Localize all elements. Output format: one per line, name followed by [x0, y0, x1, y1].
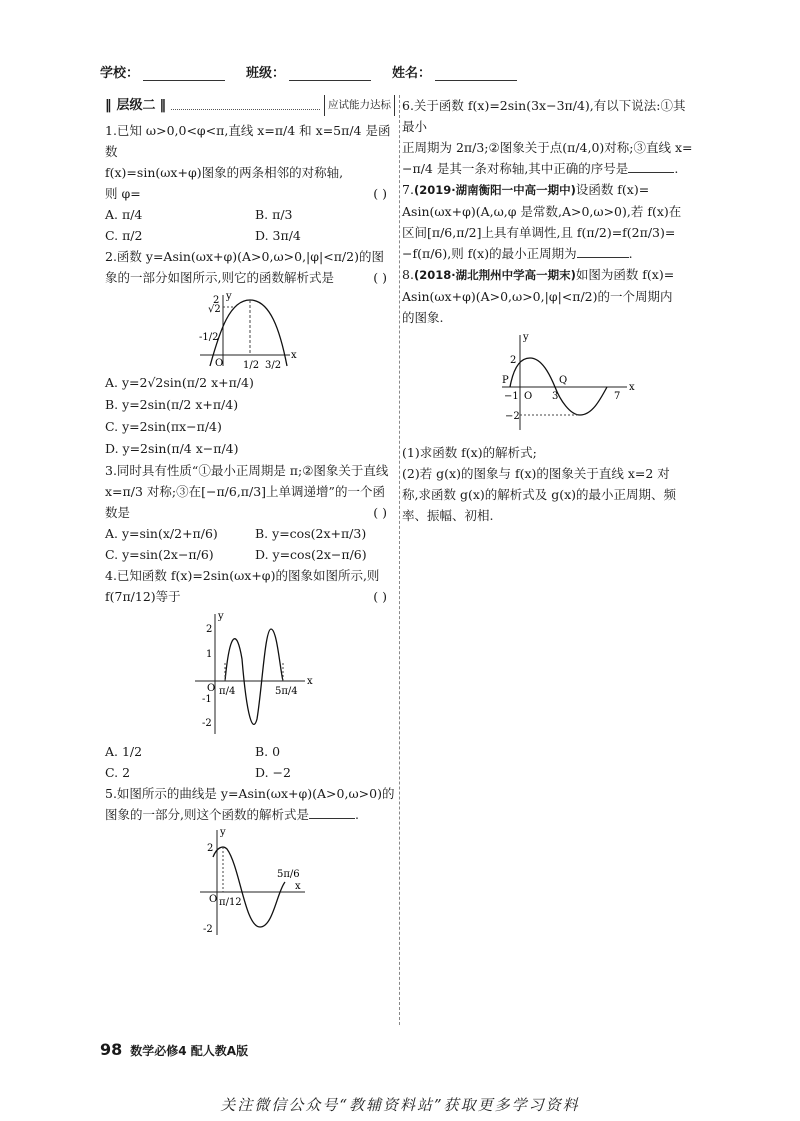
q4-option-d[interactable]: D. −2	[255, 765, 291, 780]
q8-x-label: x	[629, 382, 635, 393]
q4-y-label: y	[218, 611, 224, 622]
q8-part-2b: 称,求函数 g(x)的解析式及 g(x)的最小正周期、频	[402, 487, 677, 502]
q8-tick-neg1: −1	[504, 391, 519, 402]
q4-x-label: x	[307, 676, 313, 687]
q1-answer-paren[interactable]: ( )	[373, 186, 387, 201]
q4-graph	[105, 609, 395, 739]
q7-stem-end: .	[628, 246, 633, 261]
class-label: 班级：	[246, 66, 286, 81]
q2-stem-2: 象的一部分如图所示,则它的函数解析式是	[105, 270, 334, 285]
q5-curve	[213, 847, 285, 927]
q3-option-a[interactable]: A. y=sin(x/2+π/6)	[105, 526, 218, 541]
q4-stem-1: 4.已知函数 f(x)=2sin(ωx+φ)的图象如图所示,则	[105, 568, 380, 583]
q4-tick-1: 1	[206, 649, 213, 660]
q4-option-c[interactable]: C. 2	[105, 765, 131, 780]
q2-option-a[interactable]: A. y=2√2sin(π/2 x+π/4)	[105, 375, 254, 390]
question-6	[402, 95, 697, 179]
q5-tick-neg2: -2	[203, 924, 213, 935]
q2-stem-1: 2.函数 y=Asin(ωx+φ)(A>0,ω>0,|φ|<π/2)的图	[105, 249, 384, 264]
q2-options	[105, 372, 395, 459]
q8-tick-neg2: −2	[505, 411, 520, 422]
level-bars-left: ‖	[105, 98, 113, 113]
q8-stem-1: 如图为函数 f(x)=	[575, 267, 675, 282]
question-2	[105, 246, 395, 459]
q1-option-c[interactable]: C. π/2	[105, 228, 143, 243]
q7-stem-2: Asin(ωx+φ)(A,ω,φ 是常数,A>0,ω>0),若 f(x)在	[402, 204, 682, 219]
q8-graph	[402, 330, 697, 440]
q7-source: (2019·湖南衡阳一中高一期中)	[413, 183, 576, 197]
q8-origin: O	[524, 391, 533, 402]
q3-answer-paren[interactable]: ( )	[373, 505, 387, 520]
q7-stem-3: 区间[π/6,π/2]上具有单调性,且 f(π/2)=f(2π/3)=	[402, 225, 676, 240]
q5-origin: O	[209, 894, 218, 905]
q2-option-c[interactable]: C. y=2sin(πx−π/4)	[105, 419, 222, 434]
question-8	[402, 264, 697, 526]
q3-stem-2: x=π/3 对称;③在[−π/6,π/3]上单调递增”的一个函	[105, 484, 385, 499]
q8-point-q: Q	[559, 375, 568, 386]
class-input-line[interactable]	[289, 66, 371, 81]
q2-origin: O	[215, 358, 224, 369]
name-field	[392, 62, 517, 81]
school-input-line[interactable]	[143, 66, 225, 81]
school-field	[100, 62, 225, 81]
page-footer	[100, 1040, 248, 1059]
q8-number: 8.	[402, 267, 414, 282]
q2-y-label: y	[226, 291, 232, 302]
q3-option-c[interactable]: C. y=sin(2x−π/6)	[105, 547, 214, 562]
column-divider	[399, 95, 400, 1025]
q6-stem-end: .	[674, 161, 679, 176]
q1-option-a[interactable]: A. π/4	[105, 207, 143, 222]
q2-answer-paren[interactable]: ( )	[373, 270, 387, 285]
question-5	[105, 783, 395, 937]
q1-stem-2: f(x)=sin(ωx+φ)图象的两条相邻的对称轴,	[105, 165, 344, 180]
q3-stem-1: 3.同时具有性质“①最小正周期是 π;②图象关于直线	[105, 463, 389, 478]
q8-point-p: P	[502, 375, 509, 386]
q4-answer-paren[interactable]: ( )	[373, 589, 387, 604]
name-input-line[interactable]	[435, 66, 517, 81]
q4-options	[105, 741, 395, 783]
q6-stem-3: −π/4 是其一条对称轴,其中正确的序号是	[402, 161, 629, 176]
q4-option-b[interactable]: B. 0	[255, 744, 281, 759]
q4-tick-neg2: -2	[202, 718, 212, 729]
right-column	[402, 95, 697, 526]
question-1	[105, 120, 395, 246]
q2-tick-half: 1/2	[243, 360, 260, 370]
q4-origin: O	[207, 683, 216, 694]
q4-tick-2: 2	[206, 624, 213, 635]
q4-stem-2: f(7π/12)等于	[105, 589, 181, 604]
q7-answer-blank[interactable]	[577, 245, 629, 258]
q4-curve	[225, 629, 283, 724]
level-tag: 应试能力达标	[324, 95, 395, 116]
q4-tick-5pi4: 5π/4	[275, 686, 298, 697]
q3-options	[105, 523, 395, 565]
q5-y-label: y	[220, 827, 226, 838]
q5-tick-2: 2	[207, 843, 214, 854]
q4-option-a[interactable]: A. 1/2	[105, 744, 143, 759]
school-label: 学校：	[100, 66, 140, 81]
q8-y-label: y	[523, 332, 529, 343]
level-banner	[105, 95, 395, 116]
q2-tick-sqrt2: √2	[208, 304, 221, 315]
q1-option-b[interactable]: B. π/3	[255, 207, 293, 222]
q3-stem-3: 数是	[105, 505, 131, 520]
q8-stem-2: Asin(ωx+φ)(A>0,ω>0,|φ|<π/2)的一个周期内	[402, 289, 673, 304]
q5-graph	[105, 827, 395, 937]
q5-stem-2: 图象的一部分,则这个函数的解析式是	[105, 807, 309, 822]
q5-stem-end: .	[354, 807, 359, 822]
q5-answer-blank[interactable]	[309, 806, 355, 819]
q1-options	[105, 204, 395, 246]
q5-x-label: x	[295, 881, 301, 892]
q8-tick-7: 7	[614, 391, 621, 402]
q1-option-d[interactable]: D. 3π/4	[255, 228, 301, 243]
q1-stem-1: 1.已知 ω>0,0<φ<π,直线 x=π/4 和 x=5π/4 是函数	[105, 123, 391, 159]
q1-stem-3: 则 φ=	[105, 186, 141, 201]
q7-stem-1: 设函数 f(x)=	[575, 182, 650, 197]
q2-tick-neg-half: -1/2	[199, 332, 219, 343]
q2-tick-2: 2	[213, 295, 220, 306]
question-7	[402, 179, 697, 264]
q8-stem-3: 的图象.	[402, 310, 444, 325]
q8-tick-2: 2	[510, 355, 517, 366]
class-field	[246, 62, 371, 81]
name-label: 姓名：	[392, 66, 432, 81]
left-column	[105, 95, 395, 939]
q6-stem-1: 6.关于函数 f(x)=2sin(3x−3π/4),有以下说法:①其最小	[402, 98, 686, 134]
q2-curve	[210, 300, 287, 366]
q2-tick-three-half: 3/2	[265, 360, 282, 370]
q8-part-2a: (2)若 g(x)的图象与 f(x)的图象关于直线 x=2 对	[402, 466, 670, 481]
watermark-text: 关注微信公众号“教辅资料站”获取更多学习资料	[220, 1096, 580, 1114]
q3-option-b[interactable]: B. y=cos(2x+π/3)	[255, 526, 367, 541]
q8-part-2c: 率、振幅、初相.	[402, 508, 494, 523]
q5-tick-pi12: π/12	[219, 897, 242, 908]
q6-stem-2: 正周期为 2π/3;②图象关于点(π/4,0)对称;③直线 x=	[402, 140, 693, 155]
q7-stem-4: −f(π/6),则 f(x)的最小正周期为	[402, 246, 577, 261]
q8-source: (2018·湖北荆州中学高一期末)	[413, 268, 576, 282]
q5-tick-5pi6: 5π/6	[277, 869, 300, 880]
question-3	[105, 460, 395, 565]
level-title: 层级二	[116, 98, 156, 113]
question-4	[105, 565, 395, 783]
q6-answer-blank[interactable]	[628, 160, 674, 173]
q8-part-1: (1)求函数 f(x)的解析式;	[402, 445, 537, 460]
q3-option-d[interactable]: D. y=cos(2x−π/6)	[255, 547, 367, 562]
q2-x-label: x	[291, 350, 297, 361]
book-title: 数学必修4 配人教A版	[130, 1044, 249, 1058]
q2-option-d[interactable]: D. y=2sin(π/4 x−π/4)	[105, 441, 239, 456]
q7-number: 7.	[402, 182, 414, 197]
q4-tick-pi4: π/4	[219, 686, 236, 697]
page-number: 98	[100, 1040, 123, 1059]
q8-tick-3: 3	[552, 391, 559, 402]
q5-stem-1: 5.如图所示的曲线是 y=Asin(ωx+φ)(A>0,ω>0)的	[105, 786, 395, 801]
q2-graph	[105, 290, 395, 370]
level-dotted-leader	[171, 101, 320, 110]
q4-tick-neg1: -1	[202, 694, 212, 705]
q2-option-b[interactable]: B. y=2sin(π/2 x+π/4)	[105, 397, 239, 412]
level-bars-right: ‖	[159, 98, 168, 113]
